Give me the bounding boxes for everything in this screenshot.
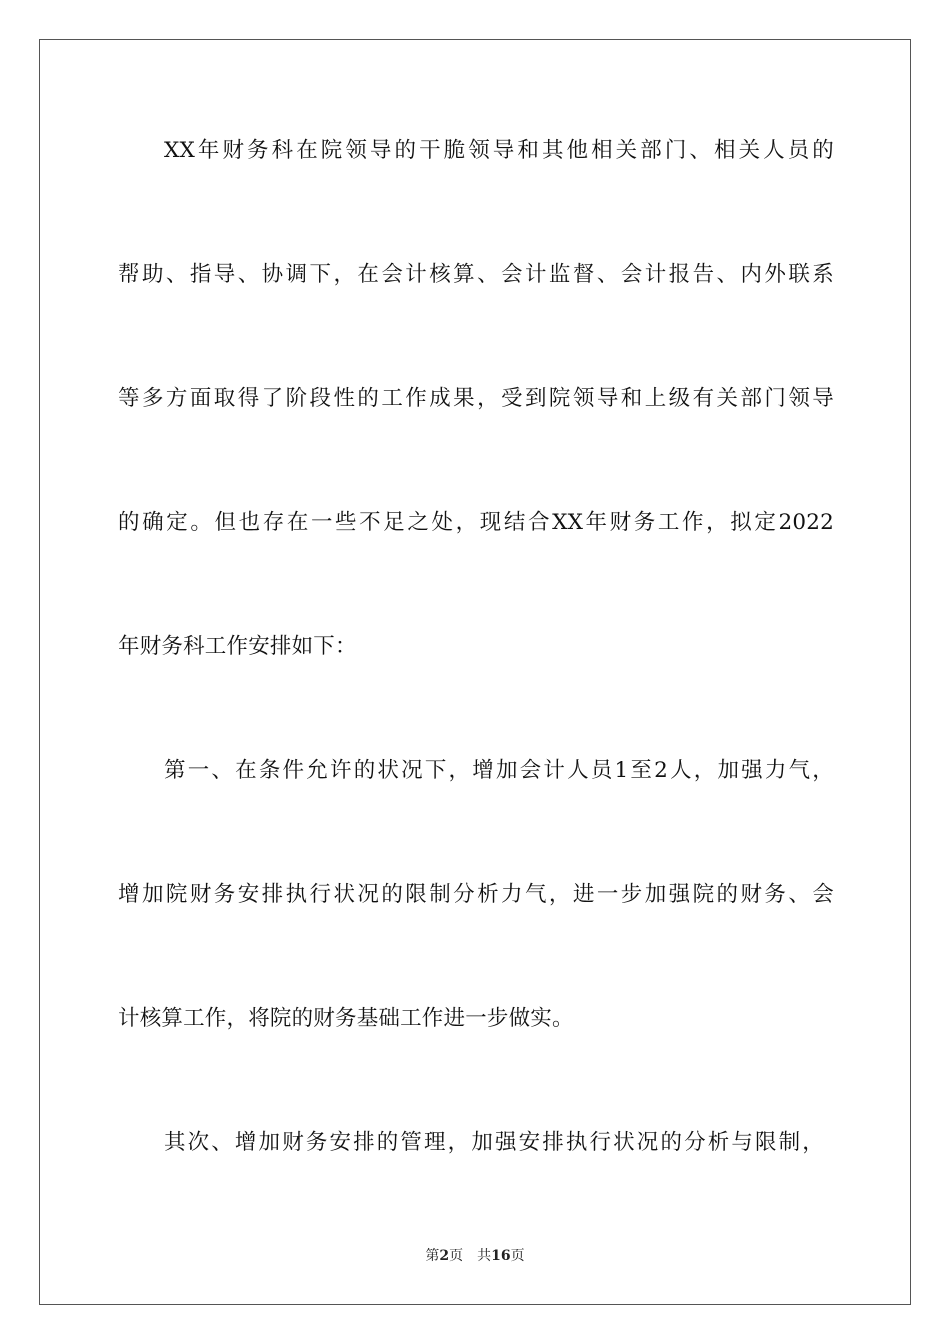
paragraph-line: 的确定。但也存在一些不足之处，现结合XX年财务工作，拟定2022 [118, 510, 834, 535]
paragraph-line: 第一、在条件允许的状况下，增加会计人员1至2人，加强力气， [164, 758, 834, 783]
total-suffix: 页 [510, 1248, 525, 1264]
page-number: 2 [439, 1248, 450, 1264]
paragraph-line: 其次、增加财务安排的管理，加强安排执行状况的分析与限制， [164, 1130, 824, 1155]
paragraph-line: XX年财务科在院领导的干脆领导和其他相关部门、相关人员的 [164, 138, 834, 163]
paragraph-line: 帮助、指导、协调下，在会计核算、会计监督、会计报告、内外联系 [118, 262, 834, 287]
page-border [39, 39, 911, 1305]
page-prefix: 第 [425, 1248, 440, 1264]
paragraph-line: 计核算工作，将院的财务基础工作进一步做实。 [118, 1006, 574, 1031]
total-prefix: 共 [477, 1248, 492, 1264]
total-pages: 16 [491, 1248, 511, 1264]
paragraph-line: 等多方面取得了阶段性的工作成果，受到院领导和上级有关部门领导 [118, 386, 834, 411]
page-footer [0, 1247, 950, 1265]
paragraph-line: 年财务科工作安排如下： [118, 634, 357, 659]
page-suffix: 页 [449, 1248, 464, 1264]
paragraph-line: 增加院财务安排执行状况的限制分析力气，进一步加强院的财务、会 [118, 882, 834, 907]
